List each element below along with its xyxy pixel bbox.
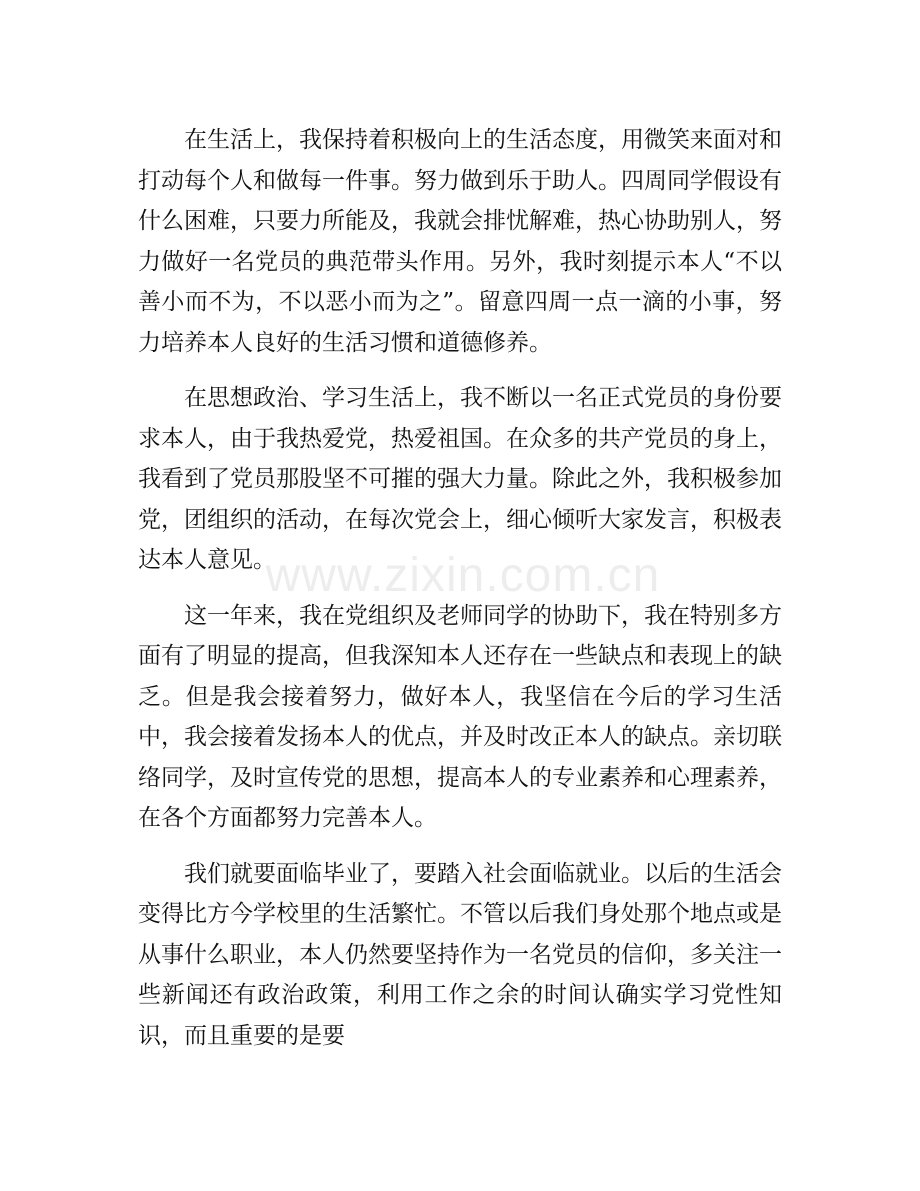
paragraph-life: 在生活上，我保持着积极向上的生活态度，用微笑来面对和打动每个人和做每一件事。努力做到乐于助人。四周同学假设有什么困难，只要力所能及，我就会排忧解难，热心协助别人，努力做好一名党员的典范带头作用。另外，我时刻提示本人“不以善小而不为，不以恶小而为之”。留意四周一点一滴的小事，努力培养本人良好的生活习惯和道德修养。	[138, 127, 782, 356]
paragraph-year-review: 这一年来，我在党组织及老师同学的协助下，我在特别多方面有了明显的提高，但我深知本人还存在一些缺点和表现上的缺乏。但是我会接着努力，做好本人，我坚信在今后的学习生活中，我会接着发扬本人的优点，并及时改正本人的缺点。亲切联络同学，及时宣传党的思想，提高本人的专业素养和心理素养，在各个方面都努力完善本人。	[138, 602, 782, 831]
paragraph-graduation: 我们就要面临毕业了，要踏入社会面临就业。以后的生活会变得比方今学校里的生活繁忙。不管以后我们身处那个地点或是从事什么职业，本人仍然要坚持作为一名党员的信仰，多关注一些新闻还有政治政策，利用工作之余的时间认确实学习党性知识，而且重要的是要	[138, 860, 782, 1049]
document-body	[138, 120, 782, 1056]
paragraph-political-thought: 在思想政治、学习生活上，我不断以一名正式党员的身份要求本人，由于我热爱党，热爱祖国。在众多的共产党员的身上，我看到了党员那股坚不可摧的强大力量。除此之外，我积极参加党，团组织的活动，在每次党会上，细心倾听大家发言，积极表达本人意见。	[138, 385, 782, 573]
watermark: www.zixin.com.cn	[265, 549, 661, 602]
